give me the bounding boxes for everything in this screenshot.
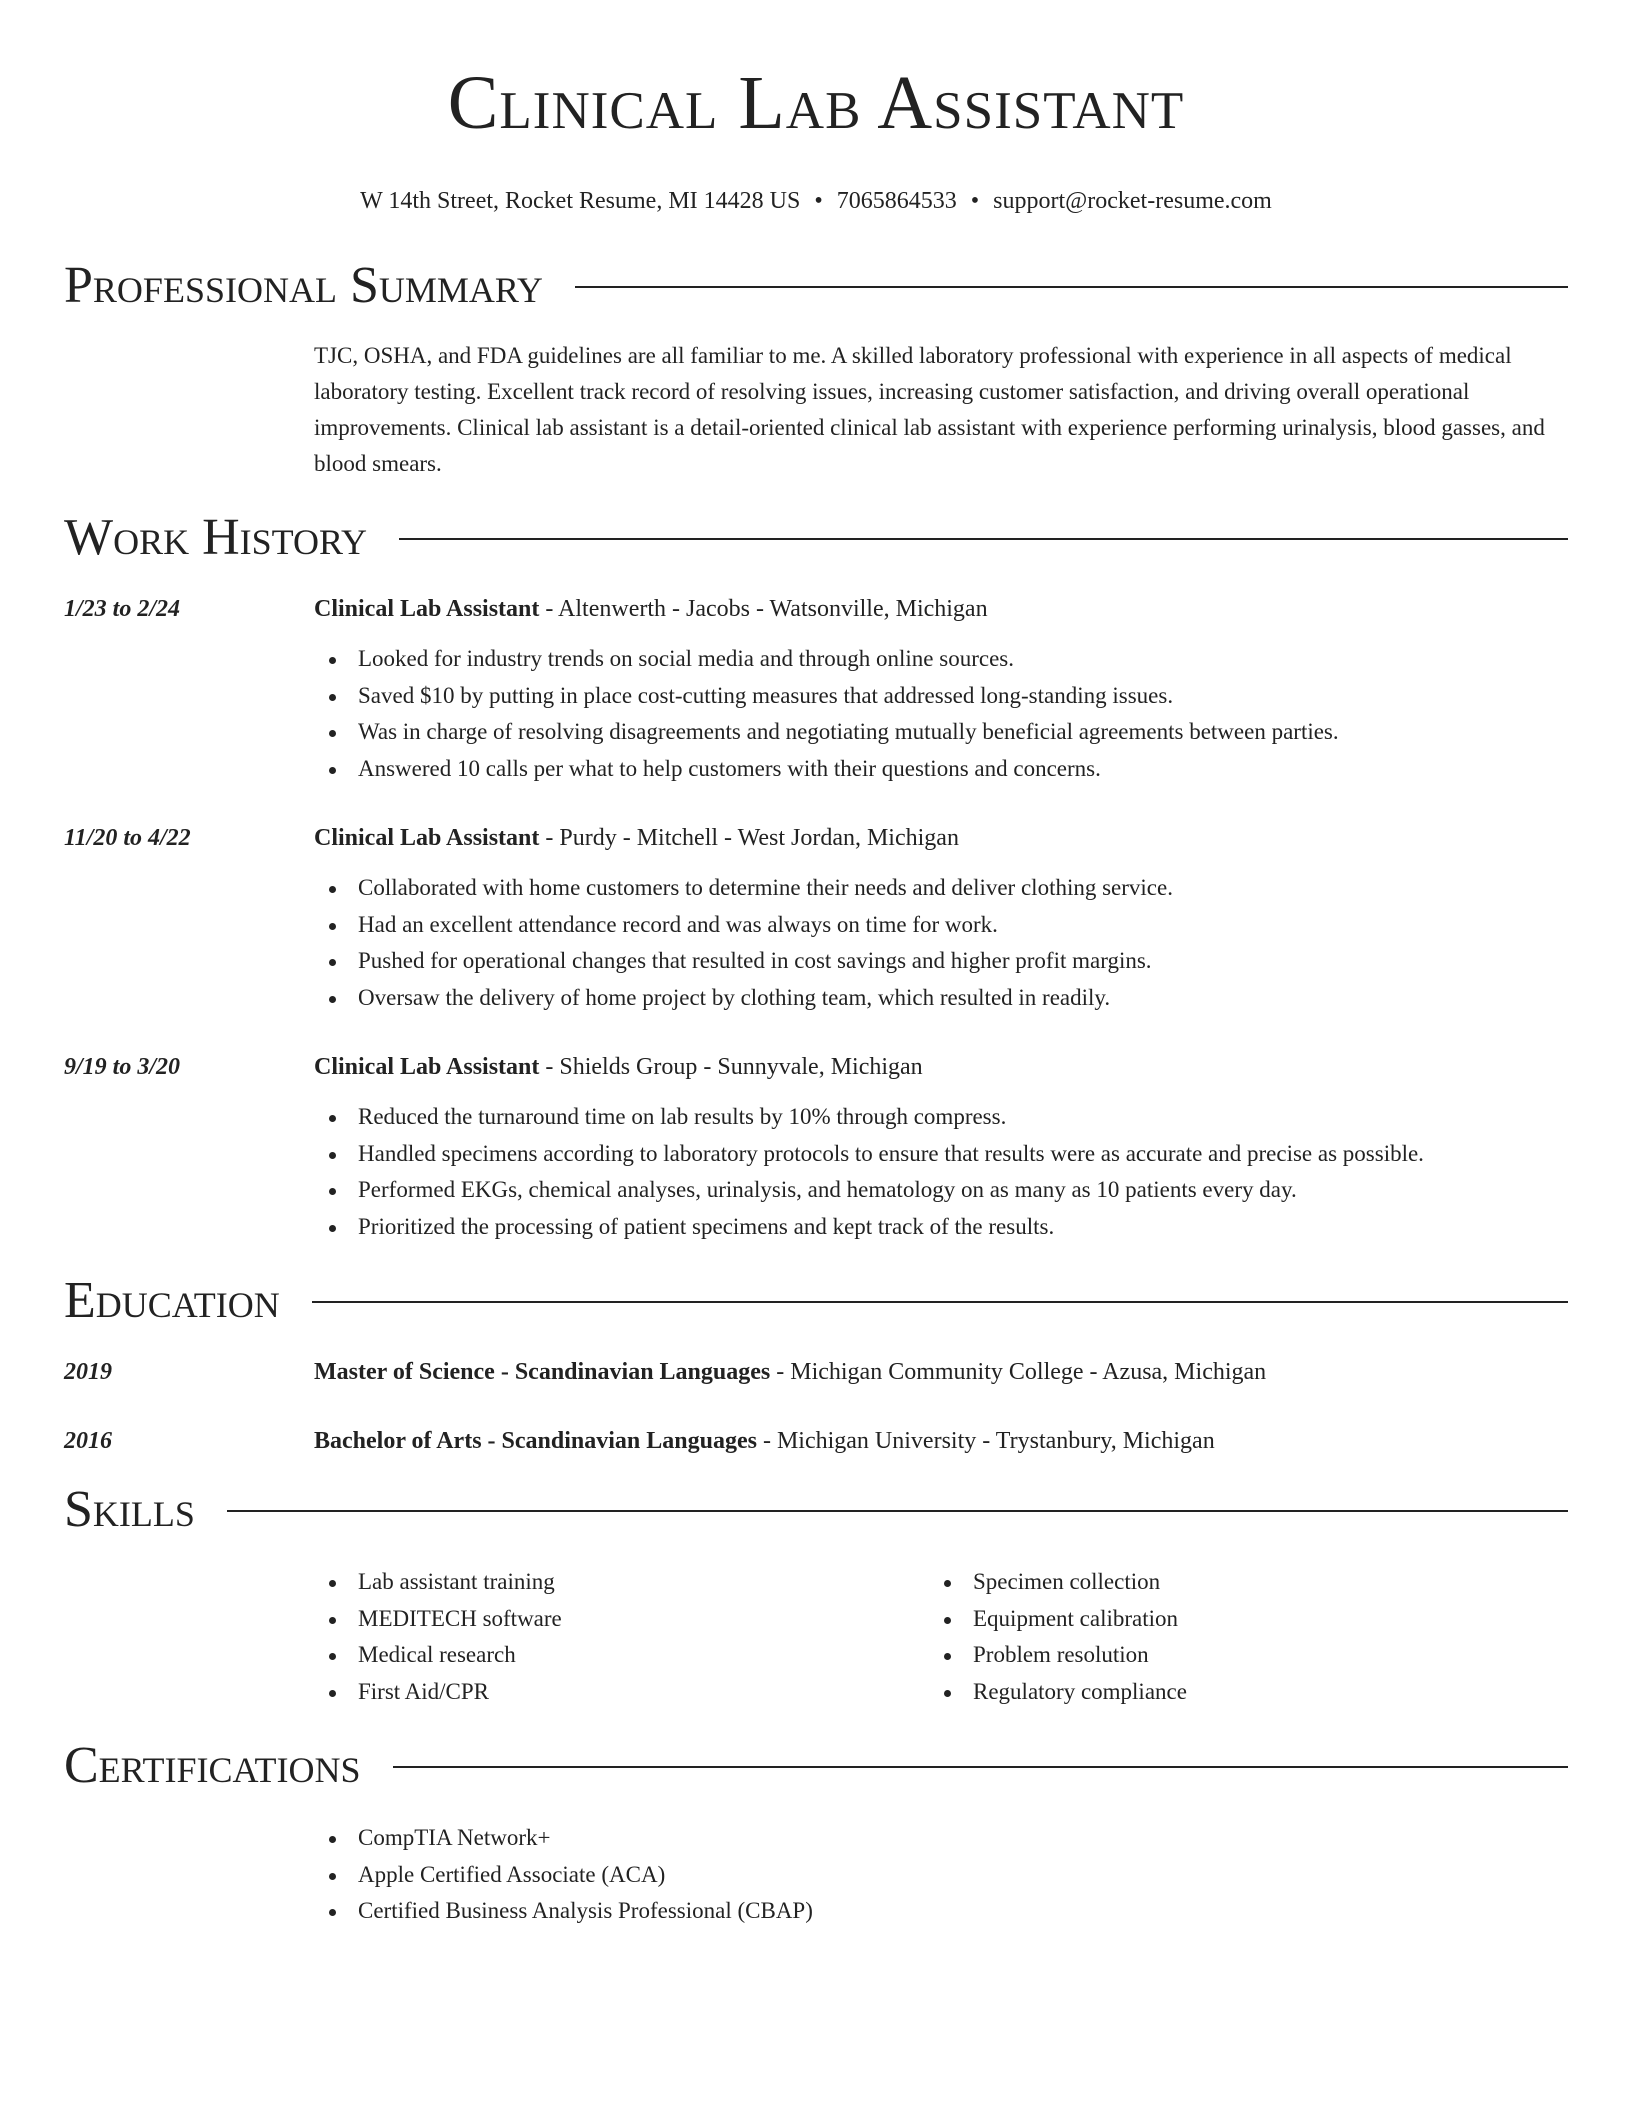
list-item: Handled specimens according to laboratory protocols to ensure that results were as accurate and precise as possible. <box>314 1136 1568 1173</box>
work-details <box>314 821 1568 1016</box>
section-divider <box>399 538 1568 540</box>
contact-phone: 7065864533 <box>836 188 957 214</box>
list-item: Prioritized the processing of patient specimens and kept track of the results. <box>314 1209 1568 1246</box>
list-item: Medical research <box>314 1637 929 1674</box>
list-item: Equipment calibration <box>929 1601 1544 1638</box>
skills-list-left <box>314 1564 929 1710</box>
work-bullets <box>314 641 1568 787</box>
work-entry <box>64 821 1568 1016</box>
contact-separator: • <box>814 188 823 214</box>
certifications-list <box>314 1820 1568 1930</box>
work-title-line <box>314 1050 1568 1084</box>
work-details <box>314 1050 1568 1245</box>
resume-header <box>64 0 1568 216</box>
skills-grid <box>314 1564 1568 1710</box>
education-entry <box>64 1355 1568 1389</box>
certifications-block <box>314 1820 1568 1930</box>
list-item: Specimen collection <box>929 1564 1544 1601</box>
list-item: First Aid/CPR <box>314 1674 929 1711</box>
section-divider <box>312 1301 1568 1303</box>
contact-separator: • <box>970 188 980 214</box>
section-title-education: Education <box>64 1272 280 1329</box>
section-divider <box>227 1510 1568 1512</box>
job-title: Clinical Lab Assistant <box>314 825 540 851</box>
education-list <box>64 1355 1568 1458</box>
contact-email: support@rocket-resume.com <box>993 188 1272 214</box>
education-year: 2016 <box>64 1428 112 1454</box>
school-location: - Michigan Community College - Azusa, Michigan <box>770 1359 1267 1385</box>
contact-address: W 14th Street, Rocket Resume, MI 14428 US <box>360 188 801 214</box>
section-header <box>64 254 1568 318</box>
work-details <box>314 592 1568 787</box>
job-employer-location: - Purdy - Mitchell - West Jordan, Michigan <box>539 825 959 851</box>
education-details <box>314 1424 1568 1458</box>
section-header <box>64 506 1568 570</box>
degree-title: Master of Science - Scandinavian Languages <box>314 1359 771 1385</box>
list-item: MEDITECH software <box>314 1601 929 1638</box>
skills-section <box>64 1478 1568 1710</box>
list-item: Reduced the turnaround time on lab results by 10% through compress. <box>314 1099 1568 1136</box>
section-divider <box>575 286 1568 288</box>
list-item: Problem resolution <box>929 1637 1544 1674</box>
work-bullets <box>314 1099 1568 1245</box>
school-location: - Michigan University - Trystanbury, Michigan <box>756 1428 1215 1454</box>
section-title-certifications: Certifications <box>64 1737 361 1794</box>
work-dates: 9/19 to 3/20 <box>64 1054 181 1080</box>
section-divider <box>393 1766 1568 1768</box>
certifications-section <box>64 1734 1568 1930</box>
list-item: Oversaw the delivery of home project by clothing team, which resulted in readily. <box>314 980 1568 1017</box>
education-section <box>64 1269 1568 1458</box>
section-header <box>64 1478 1568 1542</box>
work-entry <box>64 592 1568 787</box>
work-bullets <box>314 870 1568 1016</box>
section-header <box>64 1269 1568 1333</box>
work-history-section <box>64 506 1568 1245</box>
list-item: CompTIA Network+ <box>314 1820 1568 1857</box>
work-list <box>64 592 1568 1245</box>
degree-title: Bachelor of Arts - Scandinavian Languages <box>314 1428 757 1454</box>
list-item: Regulatory compliance <box>929 1674 1544 1711</box>
contact-line <box>64 186 1568 216</box>
job-employer-location: - Shields Group - Sunnyvale, Michigan <box>539 1054 923 1080</box>
job-title: Clinical Lab Assistant <box>314 596 540 622</box>
job-employer-location: - Altenwerth - Jacobs - Watsonville, Michigan <box>539 596 988 622</box>
list-item: Had an excellent attendance record and was always on time for work. <box>314 907 1568 944</box>
skills-column-right <box>929 1564 1544 1710</box>
skills-column-left <box>314 1564 929 1710</box>
education-year: 2019 <box>64 1359 112 1385</box>
section-header <box>64 1734 1568 1798</box>
list-item: Certified Business Analysis Professional (CBAP) <box>314 1893 1568 1930</box>
work-dates: 1/23 to 2/24 <box>64 596 181 622</box>
section-title-skills: Skills <box>64 1481 195 1538</box>
list-item: Apple Certified Associate (ACA) <box>314 1857 1568 1894</box>
list-item: Saved $10 by putting in place cost-cutting measures that addressed long-standing issues. <box>314 678 1568 715</box>
education-details <box>314 1355 1568 1389</box>
list-item: Answered 10 calls per what to help customers with their questions and concerns. <box>314 751 1568 788</box>
list-item: Performed EKGs, chemical analyses, urinalysis, and hematology on as many as 10 patients every day. <box>314 1172 1568 1209</box>
summary-section <box>64 254 1568 482</box>
work-title-line <box>314 592 1568 626</box>
list-item: Lab assistant training <box>314 1564 929 1601</box>
work-entry <box>64 1050 1568 1245</box>
summary-text: TJC, OSHA, and FDA guidelines are all familiar to me. A skilled laboratory professional with experience in all aspects of medical laboratory testing. Excellent track record of resolving issues, increasing customer satisfaction, and driving overall operational improvements. Clinical lab assistant is a detail-oriented clinical lab assistant with experience performing urinalysis, blood gasses, and blood smears. <box>314 343 1545 476</box>
list-item: Looked for industry trends on social media and through online sources. <box>314 641 1568 678</box>
job-title: Clinical Lab Assistant <box>314 1054 540 1080</box>
section-title-work-history: Work History <box>64 509 368 566</box>
list-item: Was in charge of resolving disagreements and negotiating mutually beneficial agreements between parties. <box>314 714 1568 751</box>
list-item: Collaborated with home customers to determine their needs and deliver clothing service. <box>314 870 1568 907</box>
work-title-line <box>314 821 1568 855</box>
skills-list-right <box>929 1564 1544 1710</box>
education-entry <box>64 1424 1568 1458</box>
work-dates: 11/20 to 4/22 <box>64 825 191 851</box>
list-item: Pushed for operational changes that resulted in cost savings and higher profit margins. <box>314 943 1568 980</box>
section-title-summary: Professional Summary <box>64 257 543 314</box>
candidate-name: Clinical Lab Assistant <box>447 61 1185 145</box>
